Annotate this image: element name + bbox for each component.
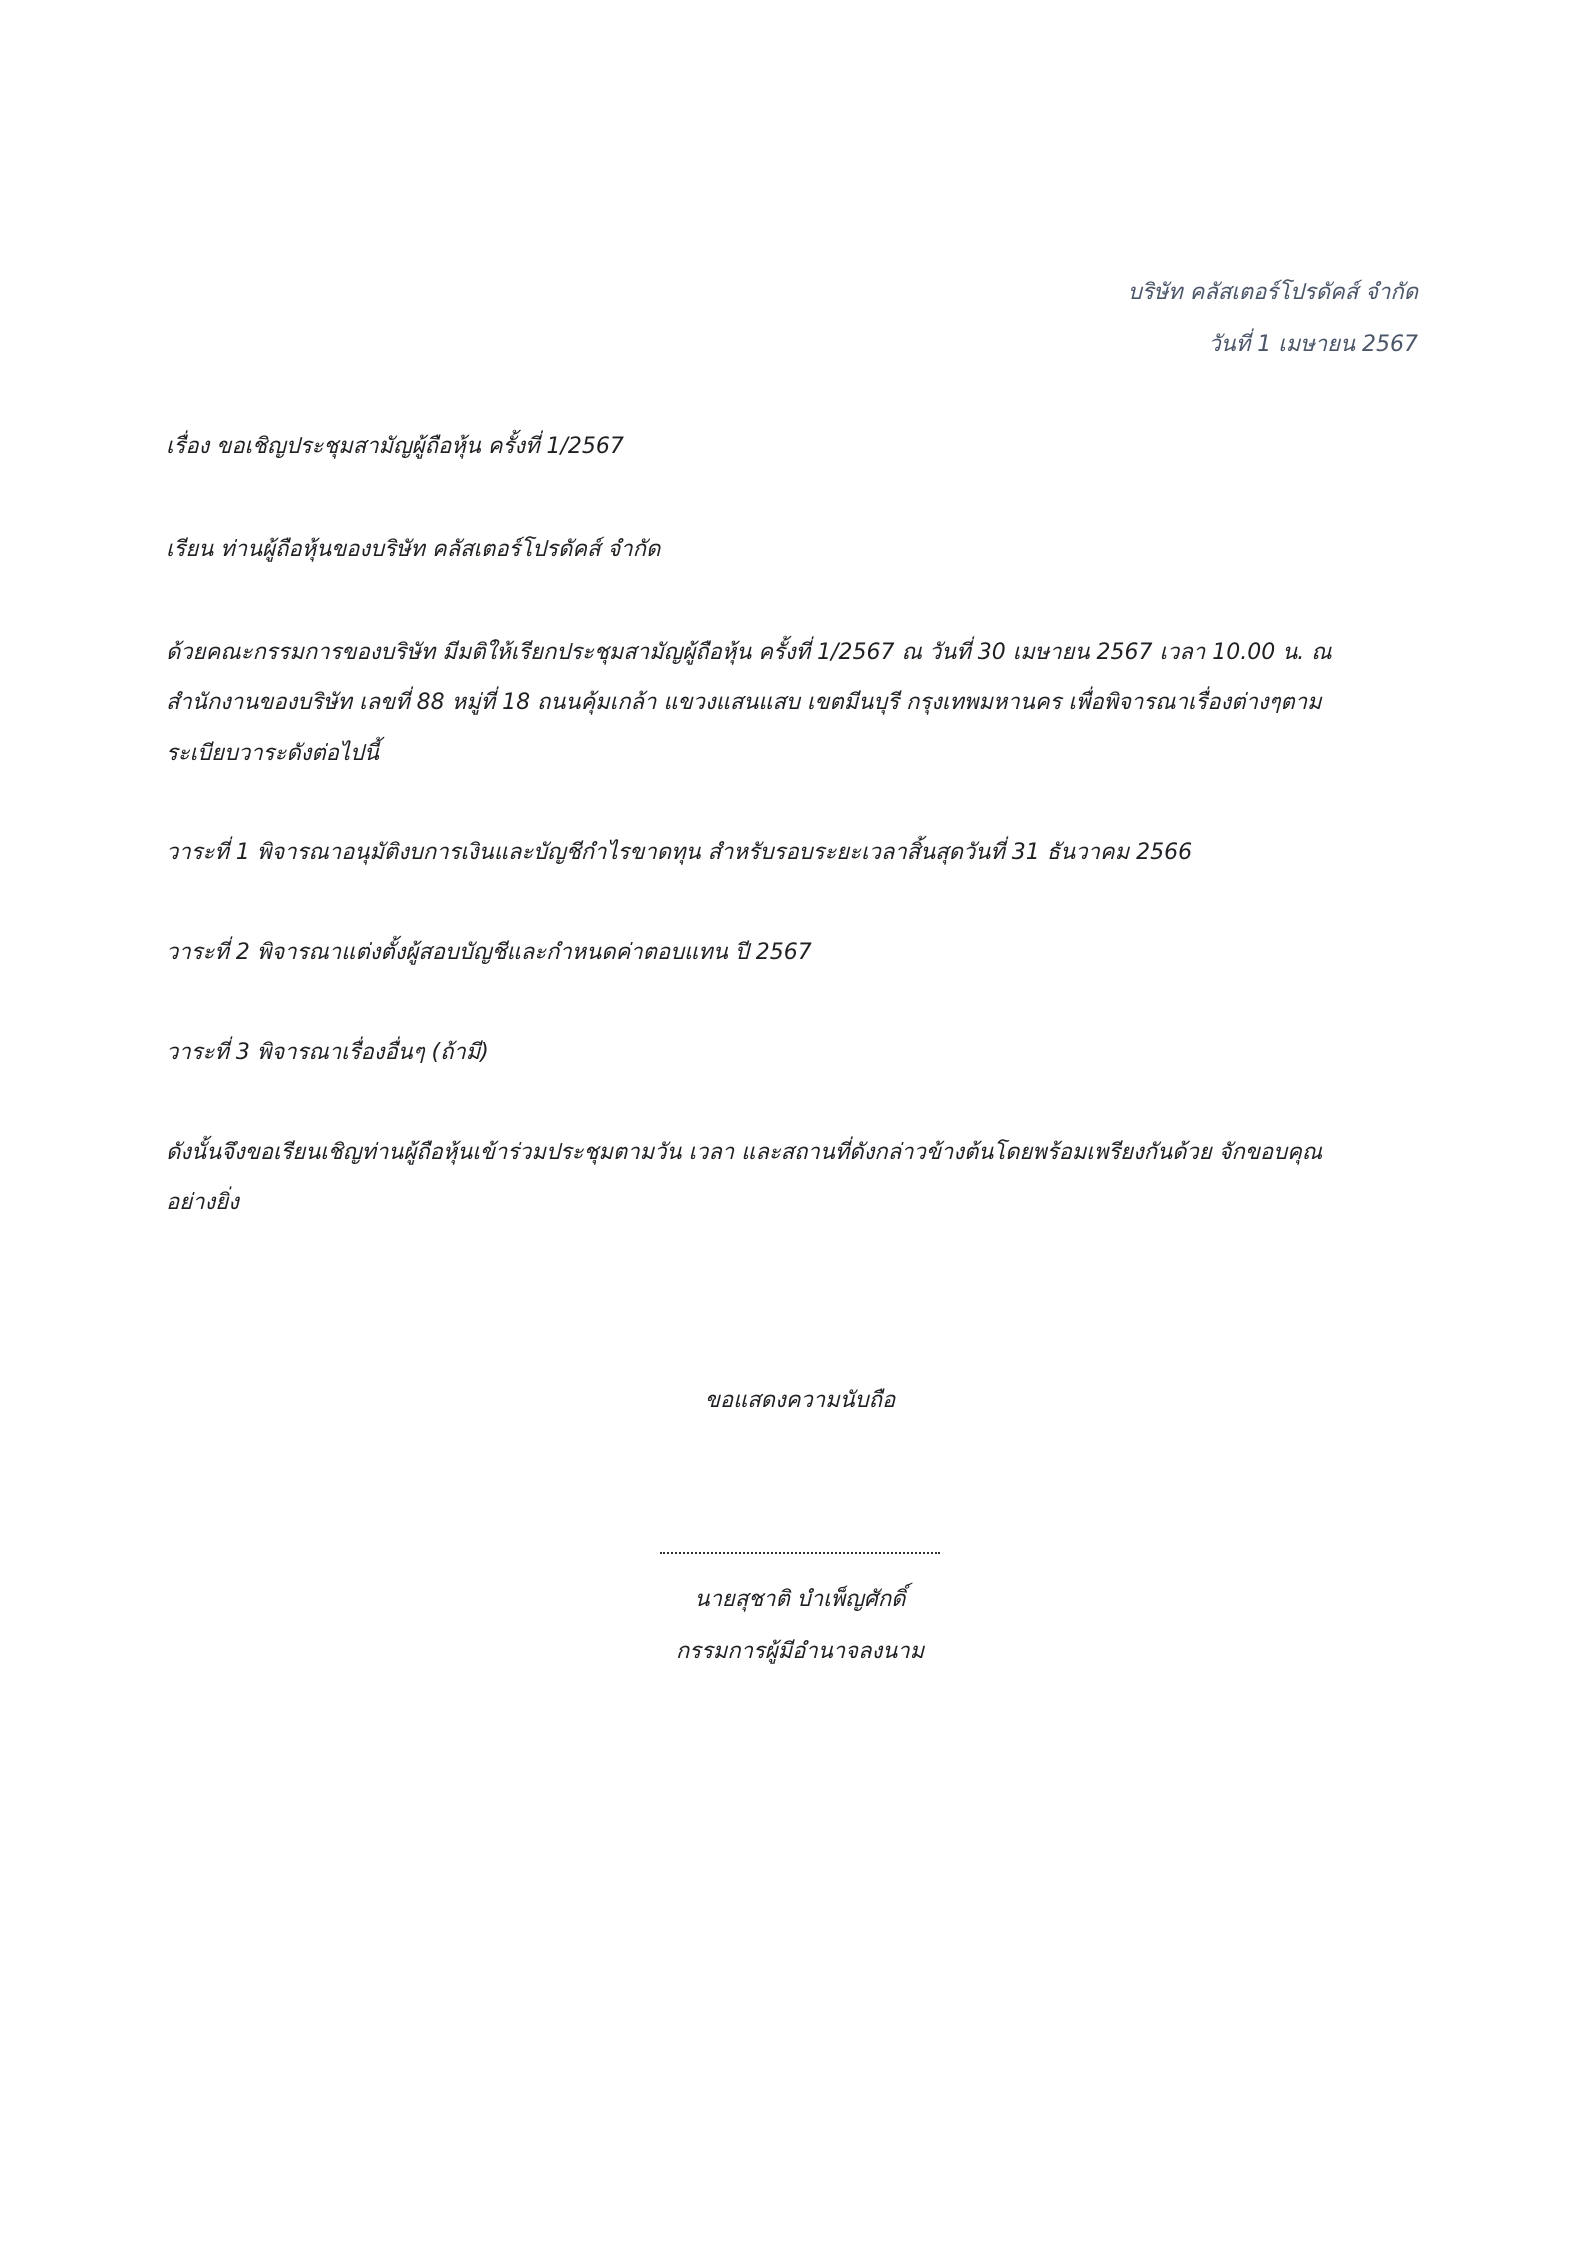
closing-line-1: ดังนั้นจึงขอเรียนเชิญท่านผู้ถือหุ้นเข้าร่วมประชุมตามวัน เวลา และสถานที่ดังกล่าวข้างต้นโดยพร้อมเพรียงกันด้วย จักขอบคุณ	[166, 1140, 1323, 1165]
agenda-item-3: วาระที่ 3 พิจารณาเรื่องอื่นๆ (ถ้ามี)	[166, 1040, 489, 1065]
body-line-1: ด้วยคณะกรรมการของบริษัท มีมติให้เรียกประชุมสามัญผู้ถือหุ้น ครั้งที่ 1/2567 ณ วันที่ 30 เมษายน 2567 เวลา 10.00 น. ณ	[166, 640, 1332, 665]
signatory-title: กรรมการผู้มีอำนาจลงนาม	[675, 1639, 925, 1664]
signature-salutation: ขอแสดงความนับถือ	[704, 1388, 896, 1413]
signature-line	[660, 1540, 940, 1554]
agenda-item-2: วาระที่ 2 พิจารณาแต่งตั้งผู้สอบบัญชีและกำหนดค่าตอบแทน ปี 2567	[166, 940, 812, 965]
closing-line-2: อย่างยิ่ง	[166, 1190, 239, 1215]
letter-recipient: เรียน ท่านผู้ถือหุ้นของบริษัท คลัสเตอร์โปรดัคส์ จำกัด	[166, 537, 661, 562]
letter-subject: เรื่อง ขอเชิญประชุมสามัญผู้ถือหุ้น ครั้งที่ 1/2567	[166, 434, 624, 459]
company-name: บริษัท คลัสเตอร์โปรดัคส์ จำกัด	[1127, 280, 1418, 305]
body-line-3: ระเบียบวาระดังต่อไปนี้	[166, 741, 379, 766]
letter-date: วันที่ 1 เมษายน 2567	[1208, 332, 1418, 357]
body-line-2: สำนักงานของบริษัท เลขที่ 88 หมู่ที่ 18 ถนนคุ้มเกล้า แขวงแสนแสบ เขตมีนบุรี กรุงเทพมหานคร เพื่อพิจารณาเรื่องต่างๆตาม	[166, 690, 1322, 715]
signatory-name: นายสุชาติ บำเพ็ญศักดิ์	[694, 1587, 906, 1612]
agenda-item-1: วาระที่ 1 พิจารณาอนุมัติงบการเงินและบัญชีกำไรขาดทุน สำหรับรอบระยะเวลาสิ้นสุดวันที่ 31 ธันวาคม 2566	[166, 840, 1193, 865]
